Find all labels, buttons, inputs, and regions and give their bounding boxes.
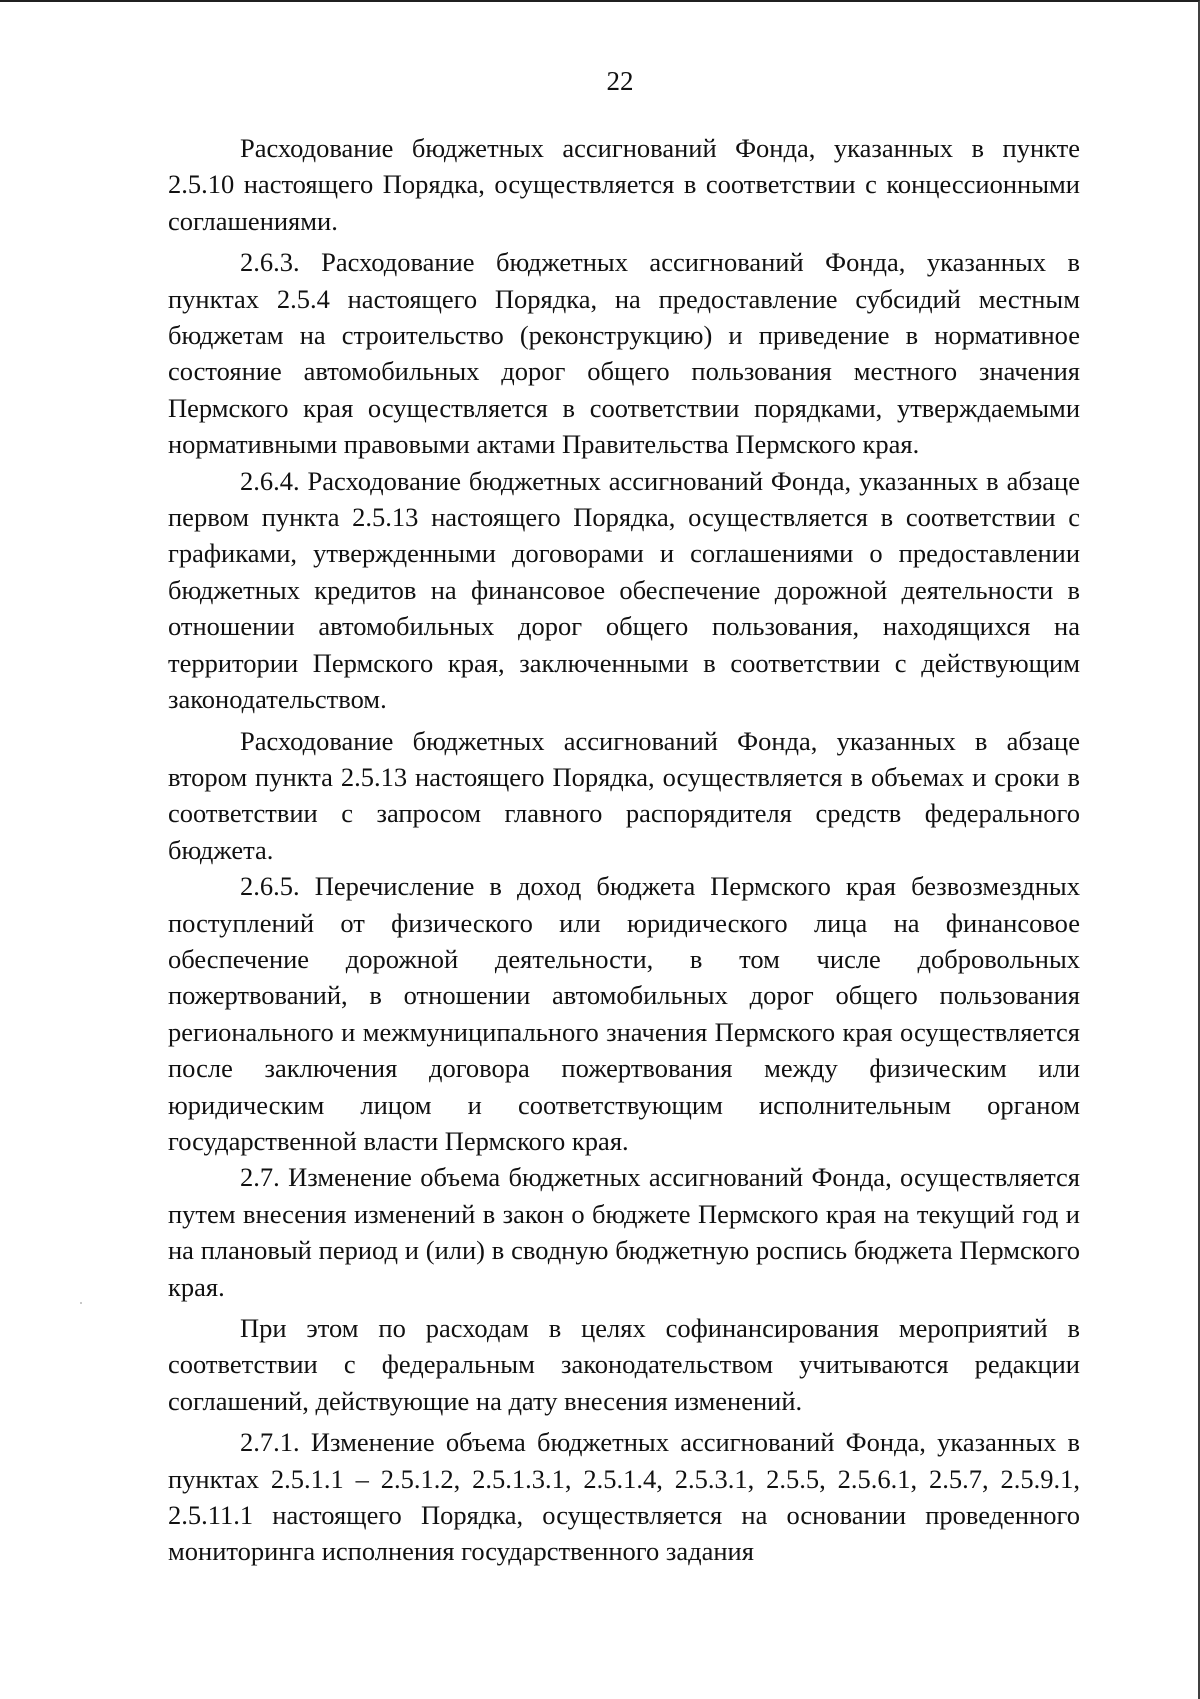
paragraph-2-7: 2.7. Изменение объема бюджетных ассигнований Фонда, осуществляется путем внесения изменений в закон о бюджете Пермского края на текущий год и на плановый период и (или) в сводную бюджетную роспись бюджета Пермского края. [168, 1162, 1080, 1302]
paragraph-spending-federal: Расходование бюджетных ассигнований Фонда, указанных в абзаце втором пункта 2.5.13 настоящего Порядка, осуществляется в объемах и сроки в соответствии с запросом главного распорядителя средств федерального бюджета. [168, 725, 1080, 865]
scan-artifact [80, 1302, 82, 1304]
document-body [168, 130, 1080, 1570]
paragraph-cofinancing: При этом по расходам в целях софинансирования мероприятий в соответствии с федеральным законодательством учитываются редакции соглашений, действующие на дату внесения изменений. [168, 1313, 1080, 1416]
paragraph-2-6-4: 2.6.4. Расходование бюджетных ассигнований Фонда, указанных в абзаце первом пункта 2.5.13 настоящего Порядка, осуществляется в соответствии с графиками, утвержденными договорами и соглашениями о предоставлении бюджетных кредитов на финансовое обеспечение дорожной деятельности в отношении автомобильных дорог общего пользования, находящихся на территории Пермского края, заключенными в соответствии с действующим законодательством. [168, 465, 1080, 715]
paragraph-2-6-3: 2.6.3. Расходование бюджетных ассигнований Фонда, указанных в пунктах 2.5.4 настоящего Порядка, на предоставление субсидий местным бюджетам на строительство (реконструкцию) и приведение в нормативное состояние автомобильных дорог общего пользования местного значения Пермского края осуществляется в соответствии порядками, утверждаемыми нормативными правовыми актами Правительства Пермского края. [168, 247, 1080, 460]
paragraph-2-6-5: 2.6.5. Перечисление в доход бюджета Пермского края безвозмездных поступлений от физического или юридического лица на финансовое обеспечение дорожной деятельности, в том числе добровольных пожертвований, в отношении автомобильных дорог общего пользования регионального и межмуниципального значения Пермского края осуществляется после заключения договора пожертвования между физическим или юридическим лицом и соответствующим исполнительным органом государственной власти Пермского края. [168, 871, 1080, 1156]
paragraph-spending-concession: Расходование бюджетных ассигнований Фонда, указанных в пункте 2.5.10 настоящего Порядка, осуществляется в соответствии с концессионными соглашениями. [168, 133, 1080, 236]
paragraph-2-7-1: 2.7.1. Изменение объема бюджетных ассигнований Фонда, указанных в пунктах 2.5.1.1 – 2.5.1.2, 2.5.1.3.1, 2.5.1.4, 2.5.3.1, 2.5.5, 2.5.6.1, 2.5.7, 2.5.9.1, 2.5.11.1 настоящего Порядка, осуществляется на основании проведенного мониторинга исполнения государственного задания [168, 1427, 1080, 1567]
page-number: 22 [606, 66, 634, 96]
